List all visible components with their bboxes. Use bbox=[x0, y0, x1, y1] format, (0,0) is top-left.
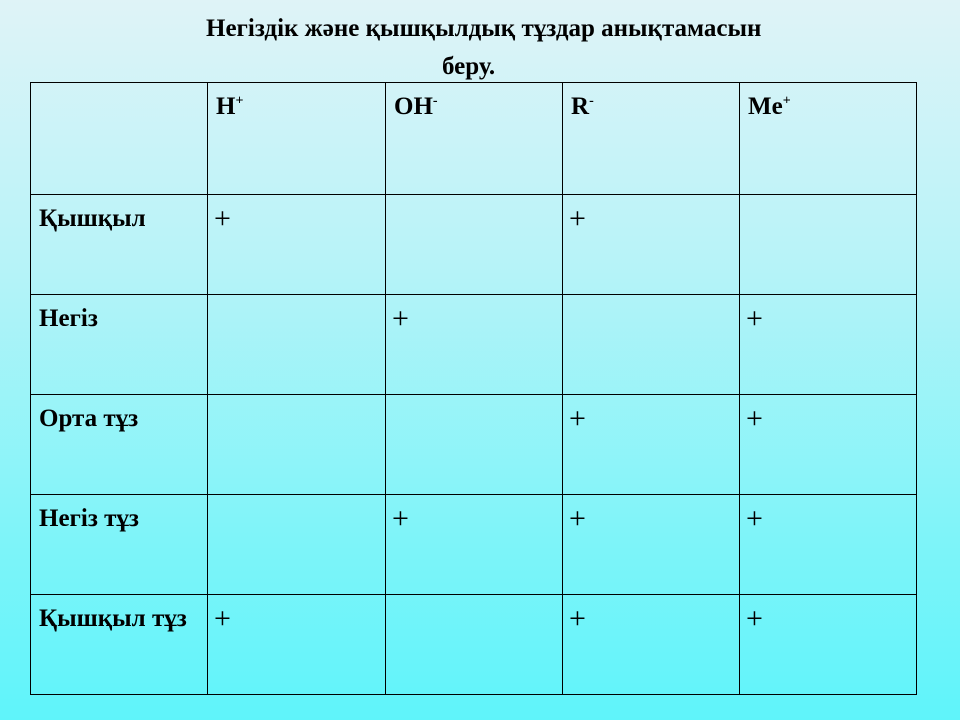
page-title-line-1: Негіздік және қышқылдық тұздар анықтамасын bbox=[206, 15, 762, 42]
row-label: Қышқыл тұз bbox=[31, 595, 208, 695]
table-cell bbox=[208, 295, 386, 395]
table-cell: + bbox=[563, 595, 740, 695]
table-cell: + bbox=[563, 495, 740, 595]
row-label: Қышқыл bbox=[31, 195, 208, 295]
table-cell: + bbox=[563, 195, 740, 295]
table-row bbox=[31, 495, 917, 595]
table-cell bbox=[386, 195, 563, 295]
table-cell: + bbox=[563, 395, 740, 495]
page-title-line-2: беру. bbox=[442, 53, 496, 80]
salts-table bbox=[30, 82, 917, 695]
table-cell: + bbox=[740, 295, 917, 395]
table-cell: + bbox=[740, 495, 917, 595]
table-cell bbox=[740, 195, 917, 295]
table-cell bbox=[386, 395, 563, 495]
header-corner-cell bbox=[31, 83, 208, 195]
header-cell-h: H+ bbox=[208, 83, 386, 195]
table-cell bbox=[563, 295, 740, 395]
table-cell bbox=[386, 595, 563, 695]
header-cell-r: R- bbox=[563, 83, 740, 195]
table-cell bbox=[208, 395, 386, 495]
table-cell: + bbox=[386, 495, 563, 595]
row-label: Негіз bbox=[31, 295, 208, 395]
table-row bbox=[31, 295, 917, 395]
table-cell: + bbox=[386, 295, 563, 395]
table-cell: + bbox=[740, 595, 917, 695]
table-row bbox=[31, 595, 917, 695]
header-row bbox=[31, 83, 917, 195]
table-cell: + bbox=[740, 395, 917, 495]
table-cell: + bbox=[208, 595, 386, 695]
table-row bbox=[31, 395, 917, 495]
header-cell-oh: OH- bbox=[386, 83, 563, 195]
row-label: Орта тұз bbox=[31, 395, 208, 495]
row-label: Негіз тұз bbox=[31, 495, 208, 595]
table-row bbox=[31, 195, 917, 295]
header-cell-me: Me+ bbox=[740, 83, 917, 195]
table-cell bbox=[208, 495, 386, 595]
table-cell: + bbox=[208, 195, 386, 295]
